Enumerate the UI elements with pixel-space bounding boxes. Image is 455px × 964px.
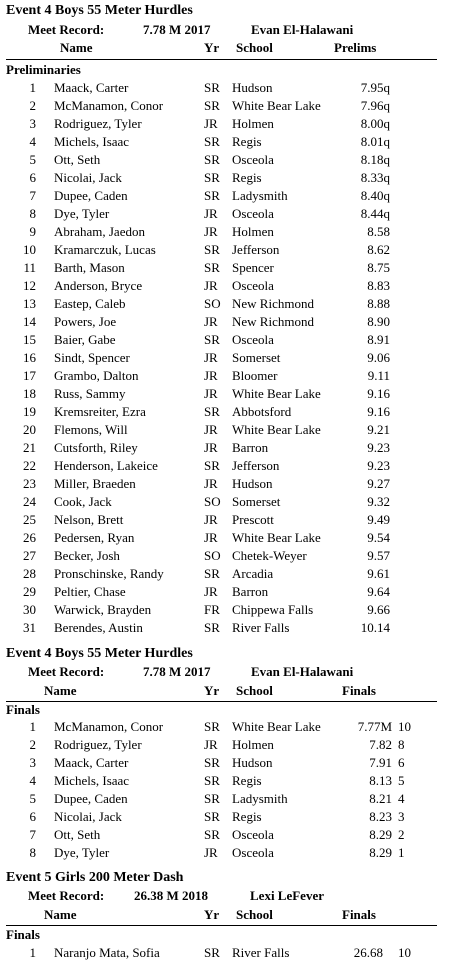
athlete-name: Grambo, Dalton (54, 368, 139, 383)
mark-cell: 9.16 (367, 404, 390, 419)
year-cell: JR (204, 440, 218, 455)
section-label: Finals (6, 702, 40, 717)
meet-record-holder: Lexi LeFever (250, 888, 324, 903)
athlete-name: Maack, Carter (54, 755, 129, 771)
athlete-name: Abraham, Jaedon (54, 224, 145, 239)
mark-cell: 7.82 (369, 737, 392, 753)
points-cell: 6 (398, 755, 405, 771)
place-cell: 2 (29, 98, 36, 113)
school-cell: Hudson (232, 80, 273, 95)
points-cell: 10 (398, 945, 411, 960)
mark-cell: 8.88 (367, 296, 390, 311)
table-row (0, 368, 455, 386)
school-cell: Regis (232, 170, 262, 185)
table-row (0, 809, 455, 827)
year-cell: JR (204, 314, 218, 329)
mark-cell: 9.32 (367, 494, 390, 509)
place-cell: 30 (23, 602, 36, 617)
table-row (0, 458, 455, 476)
mark-cell: 8.91 (367, 332, 390, 347)
athlete-name: Rodriguez, Tyler (54, 737, 142, 753)
athlete-name: Dupee, Caden (54, 791, 128, 807)
year-cell: JR (204, 278, 218, 293)
school-cell: Bloomer (232, 368, 278, 383)
athlete-name: McManamon, Conor (54, 719, 164, 734)
year-cell: SR (204, 719, 220, 734)
points-cell: 8 (398, 737, 405, 753)
athlete-name: Anderson, Bryce (54, 278, 143, 293)
school-cell: White Bear Lake (232, 719, 321, 734)
school-cell: Chippewa Falls (232, 602, 314, 617)
mark-cell: 9.23 (367, 458, 390, 473)
mark-cell: 7.96q (360, 98, 390, 113)
header-yr: Yr (204, 907, 220, 922)
athlete-name: Becker, Josh (54, 548, 120, 563)
mark-cell: 9.57 (367, 548, 390, 563)
athlete-name: Ott, Seth (54, 827, 101, 843)
school-cell: White Bear Lake (232, 98, 321, 113)
year-cell: JR (204, 530, 218, 545)
place-cell: 6 (29, 809, 36, 825)
place-cell: 7 (29, 188, 36, 203)
table-row (0, 845, 455, 863)
header-mark: Finals (342, 907, 376, 922)
points-cell: 2 (398, 827, 405, 843)
year-cell: SR (204, 134, 220, 149)
header-rule (6, 701, 437, 702)
table-row (0, 332, 455, 350)
mark-cell: 8.40q (360, 188, 390, 203)
place-cell: 17 (23, 368, 36, 383)
mark-cell: 8.33q (360, 170, 390, 185)
school-cell: White Bear Lake (232, 530, 321, 545)
school-cell: Somerset (232, 494, 281, 509)
mark-cell: 8.23 (369, 809, 392, 825)
year-cell: SR (204, 458, 220, 473)
athlete-name: Russ, Sammy (54, 386, 126, 401)
school-cell: Jefferson (232, 458, 280, 473)
place-cell: 13 (23, 296, 36, 311)
place-cell: 26 (23, 530, 36, 545)
table-row (0, 584, 455, 602)
event-title: Event 5 Girls 200 Meter Dash (6, 870, 184, 885)
table-row (0, 755, 455, 773)
year-cell: JR (204, 845, 218, 861)
athlete-name: Dye, Tyler (54, 845, 110, 861)
table-row (0, 791, 455, 809)
year-cell: SR (204, 332, 220, 347)
place-cell: 10 (23, 242, 36, 257)
year-cell: JR (204, 737, 218, 753)
athlete-name: Eastep, Caleb (54, 296, 126, 311)
athlete-name: Powers, Joe (54, 314, 117, 329)
school-cell: Ladysmith (232, 188, 288, 203)
points-cell: 1 (398, 845, 405, 861)
place-cell: 6 (29, 170, 36, 185)
athlete-name: Nicolai, Jack (54, 170, 122, 185)
school-cell: Osceola (232, 845, 274, 861)
mark-cell: 8.62 (367, 242, 390, 257)
event-title: Event 4 Boys 55 Meter Hurdles (6, 646, 193, 661)
athlete-name: Sindt, Spencer (54, 350, 130, 365)
place-cell: 1 (29, 945, 36, 960)
mark-cell: 8.44q (360, 206, 390, 221)
place-cell: 14 (23, 314, 36, 329)
school-cell: Osceola (232, 332, 274, 347)
table-row (0, 440, 455, 458)
school-cell: Regis (232, 809, 262, 825)
table-row (0, 422, 455, 440)
table-row (0, 152, 455, 170)
place-cell: 15 (23, 332, 36, 347)
year-cell: SR (204, 242, 220, 257)
mark-cell: 10.14 (360, 620, 390, 635)
year-cell: SR (204, 566, 220, 581)
place-cell: 24 (23, 494, 36, 509)
mark-cell: 8.13 (369, 773, 392, 789)
meet-record-holder: Evan El-Halawani (251, 664, 354, 679)
mark-cell: 8.01q (360, 134, 390, 149)
year-cell: JR (204, 224, 218, 239)
athlete-name: Miller, Braeden (54, 476, 136, 491)
table-row (0, 242, 455, 260)
school-cell: Holmen (232, 737, 274, 753)
header-yr: Yr (204, 40, 220, 55)
school-cell: Jefferson (232, 242, 280, 257)
athlete-name: Peltier, Chase (54, 584, 126, 599)
place-cell: 23 (23, 476, 36, 491)
school-cell: New Richmond (232, 314, 314, 329)
school-cell: Osceola (232, 206, 274, 221)
place-cell: 3 (29, 755, 36, 771)
header-rule (6, 925, 437, 926)
mark-cell: 8.29 (369, 827, 392, 843)
table-row (0, 80, 455, 98)
mark-cell: 9.16 (367, 386, 390, 401)
year-cell: FR (204, 602, 220, 617)
school-cell: Hudson (232, 476, 273, 491)
athlete-name: Rodriguez, Tyler (54, 116, 142, 131)
athlete-name: Henderson, Lakeice (54, 458, 158, 473)
year-cell: SR (204, 791, 220, 807)
meet-record-holder: Evan El-Halawani (251, 22, 354, 37)
athlete-name: Cook, Jack (54, 494, 112, 509)
athlete-name: Warwick, Brayden (54, 602, 152, 617)
header-school: School (236, 683, 273, 698)
year-cell: SO (204, 494, 221, 509)
school-cell: Arcadia (232, 566, 274, 581)
school-cell: Prescott (232, 512, 274, 527)
place-cell: 21 (23, 440, 36, 455)
table-row (0, 386, 455, 404)
year-cell: SR (204, 809, 220, 825)
school-cell: Barron (232, 440, 269, 455)
place-cell: 25 (23, 512, 36, 527)
mark-cell: 26.68 (353, 945, 383, 960)
year-cell: JR (204, 476, 218, 491)
school-cell: Barron (232, 584, 269, 599)
header-school: School (236, 40, 273, 55)
athlete-name: Nelson, Brett (54, 512, 124, 527)
year-cell: SO (204, 548, 221, 563)
table-row (0, 512, 455, 530)
place-cell: 2 (29, 737, 36, 753)
place-cell: 31 (23, 620, 36, 635)
athlete-name: McManamon, Conor (54, 98, 164, 113)
mark-cell: 7.77M (357, 719, 392, 734)
header-name: Name (44, 907, 77, 922)
year-cell: SO (204, 296, 221, 311)
mark-cell: 9.23 (367, 440, 390, 455)
table-row (0, 827, 455, 845)
school-cell: Spencer (232, 260, 274, 275)
table-row (0, 494, 455, 512)
meet-record-label: Meet Record: (28, 22, 105, 37)
points-cell: 4 (398, 791, 405, 807)
athlete-name: Kremsreiter, Ezra (54, 404, 146, 419)
place-cell: 1 (29, 719, 36, 734)
athlete-name: Maack, Carter (54, 80, 129, 95)
mark-cell: 8.29 (369, 845, 392, 861)
school-cell: Somerset (232, 350, 281, 365)
athlete-name: Dye, Tyler (54, 206, 110, 221)
athlete-name: Pedersen, Ryan (54, 530, 135, 545)
school-cell: River Falls (232, 945, 290, 960)
mark-cell: 9.21 (367, 422, 390, 437)
year-cell: SR (204, 404, 220, 419)
mark-cell: 7.95q (360, 80, 390, 95)
mark-cell: 9.27 (367, 476, 390, 491)
place-cell: 5 (29, 152, 36, 167)
mark-cell: 9.54 (367, 530, 390, 545)
table-row (0, 314, 455, 332)
meet-record-label: Meet Record: (28, 888, 105, 903)
table-row (0, 530, 455, 548)
header-mark: Prelims (334, 40, 377, 55)
school-cell: Regis (232, 773, 262, 789)
meet-record-mark: 26.38 M 2018 (134, 888, 209, 903)
header-name: Name (44, 683, 77, 698)
table-row (0, 350, 455, 368)
place-cell: 4 (29, 134, 36, 149)
year-cell: JR (204, 386, 218, 401)
athlete-name: Naranjo Mata, Sofia (54, 945, 160, 960)
points-cell: 10 (398, 719, 411, 734)
athlete-name: Kramarczuk, Lucas (54, 242, 156, 257)
event-title: Event 4 Boys 55 Meter Hurdles (6, 3, 193, 18)
athlete-name: Berendes, Austin (54, 620, 143, 635)
year-cell: JR (204, 350, 218, 365)
points-cell: 3 (398, 809, 405, 825)
school-cell: Ladysmith (232, 791, 288, 807)
table-row (0, 620, 455, 638)
mark-cell: 8.00q (360, 116, 390, 131)
year-cell: SR (204, 755, 220, 771)
section-label: Preliminaries (6, 62, 81, 77)
year-cell: SR (204, 152, 220, 167)
school-cell: Chetek-Weyer (232, 548, 307, 563)
year-cell: SR (204, 620, 220, 635)
table-row (0, 260, 455, 278)
table-row (0, 206, 455, 224)
year-cell: JR (204, 512, 218, 527)
place-cell: 28 (23, 566, 36, 581)
place-cell: 8 (29, 206, 36, 221)
place-cell: 8 (29, 845, 36, 861)
table-row (0, 719, 455, 737)
school-cell: Osceola (232, 278, 274, 293)
athlete-name: Pronschinske, Randy (54, 566, 164, 581)
mark-cell: 9.61 (367, 566, 390, 581)
place-cell: 9 (29, 224, 36, 239)
place-cell: 20 (23, 422, 36, 437)
place-cell: 29 (23, 584, 36, 599)
mark-cell: 8.18q (360, 152, 390, 167)
school-cell: Holmen (232, 116, 274, 131)
school-cell: Hudson (232, 755, 273, 771)
table-row (0, 945, 455, 963)
mark-cell: 8.90 (367, 314, 390, 329)
table-row (0, 476, 455, 494)
place-cell: 7 (29, 827, 36, 843)
table-row (0, 773, 455, 791)
year-cell: SR (204, 945, 220, 960)
athlete-name: Michels, Isaac (54, 773, 130, 789)
place-cell: 16 (23, 350, 36, 365)
year-cell: SR (204, 260, 220, 275)
meet-record-mark: 7.78 M 2017 (143, 664, 211, 679)
mark-cell: 9.64 (367, 584, 390, 599)
header-yr: Yr (204, 683, 220, 698)
school-cell: Osceola (232, 827, 274, 843)
table-row (0, 170, 455, 188)
header-rule (6, 59, 437, 60)
place-cell: 4 (29, 773, 36, 789)
athlete-name: Nicolai, Jack (54, 809, 122, 825)
year-cell: SR (204, 773, 220, 789)
table-row (0, 98, 455, 116)
year-cell: JR (204, 584, 218, 599)
table-row (0, 296, 455, 314)
mark-cell: 9.06 (367, 350, 390, 365)
school-cell: Regis (232, 134, 262, 149)
table-row (0, 188, 455, 206)
school-cell: New Richmond (232, 296, 314, 311)
header-mark: Finals (342, 683, 376, 698)
meet-record-label: Meet Record: (28, 664, 105, 679)
section-label: Finals (6, 927, 40, 942)
place-cell: 5 (29, 791, 36, 807)
year-cell: JR (204, 116, 218, 131)
athlete-name: Michels, Isaac (54, 134, 130, 149)
table-row (0, 404, 455, 422)
table-row (0, 548, 455, 566)
place-cell: 19 (23, 404, 36, 419)
header-school: School (236, 907, 273, 922)
year-cell: SR (204, 98, 220, 113)
table-row (0, 278, 455, 296)
school-cell: River Falls (232, 620, 290, 635)
athlete-name: Ott, Seth (54, 152, 101, 167)
school-cell: White Bear Lake (232, 422, 321, 437)
table-row (0, 134, 455, 152)
year-cell: SR (204, 80, 220, 95)
mark-cell: 8.75 (367, 260, 390, 275)
mark-cell: 9.49 (367, 512, 390, 527)
header-name: Name (60, 40, 93, 55)
athlete-name: Barth, Mason (54, 260, 125, 275)
year-cell: SR (204, 827, 220, 843)
athlete-name: Dupee, Caden (54, 188, 128, 203)
place-cell: 12 (23, 278, 36, 293)
mark-cell: 8.83 (367, 278, 390, 293)
place-cell: 1 (29, 80, 36, 95)
points-cell: 5 (398, 773, 405, 789)
table-row (0, 602, 455, 620)
school-cell: Abbotsford (232, 404, 292, 419)
table-row (0, 737, 455, 755)
athlete-name: Flemons, Will (54, 422, 128, 437)
mark-cell: 9.66 (367, 602, 390, 617)
year-cell: SR (204, 188, 220, 203)
place-cell: 11 (23, 260, 36, 275)
mark-cell: 7.91 (369, 755, 392, 771)
school-cell: Holmen (232, 224, 274, 239)
mark-cell: 8.21 (369, 791, 392, 807)
place-cell: 22 (23, 458, 36, 473)
place-cell: 27 (23, 548, 36, 563)
year-cell: SR (204, 170, 220, 185)
mark-cell: 9.11 (367, 368, 390, 383)
place-cell: 3 (29, 116, 36, 131)
year-cell: JR (204, 368, 218, 383)
table-row (0, 566, 455, 584)
meet-record-mark: 7.78 M 2017 (143, 22, 211, 37)
table-row (0, 224, 455, 242)
mark-cell: 8.58 (367, 224, 390, 239)
year-cell: JR (204, 422, 218, 437)
table-row (0, 116, 455, 134)
school-cell: White Bear Lake (232, 386, 321, 401)
year-cell: JR (204, 206, 218, 221)
athlete-name: Cutsforth, Riley (54, 440, 138, 455)
school-cell: Osceola (232, 152, 274, 167)
athlete-name: Baier, Gabe (54, 332, 116, 347)
place-cell: 18 (23, 386, 36, 401)
